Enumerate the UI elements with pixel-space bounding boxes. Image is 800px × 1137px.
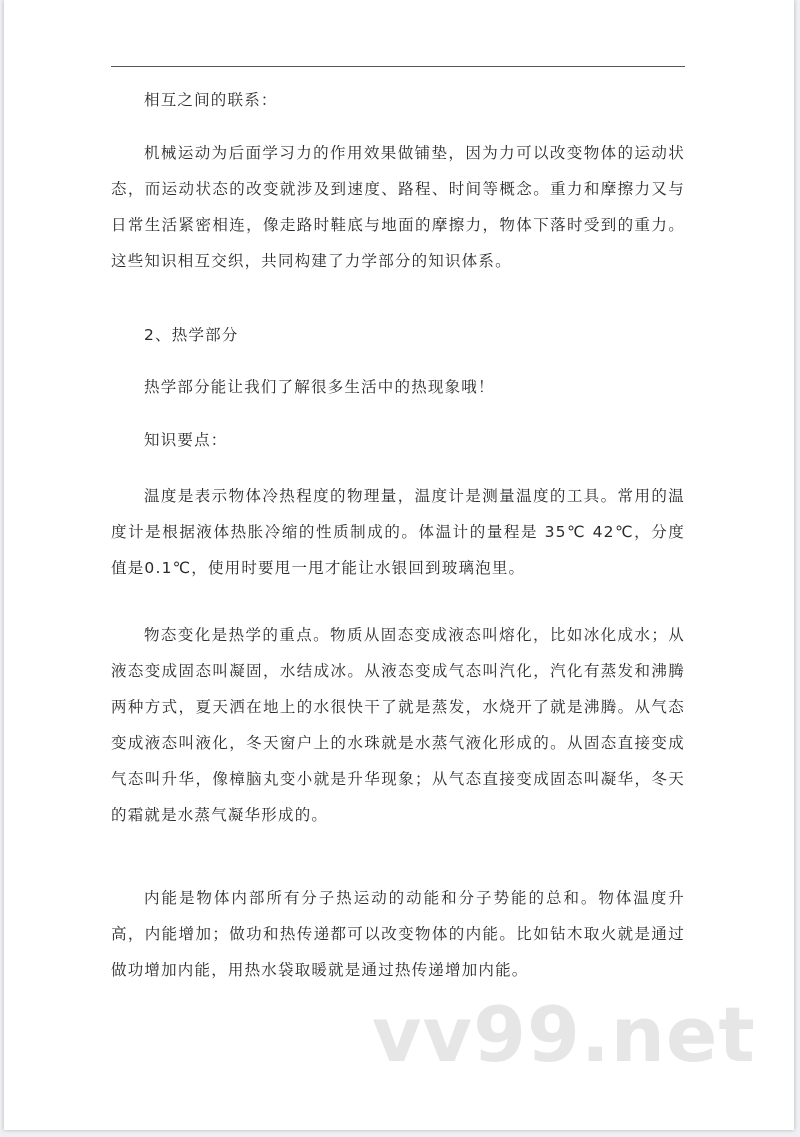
header-rule <box>111 66 685 67</box>
document-page <box>4 0 794 1130</box>
section-heading-thermal <box>111 317 685 353</box>
paragraph-internal-energy <box>111 880 685 988</box>
watermark: vv99.net <box>372 990 756 1079</box>
paragraph-thermal-intro <box>111 369 685 405</box>
paragraph-text: 物态变化是热学的重点。物质从固态变成液态叫熔化，比如冰化成水；从液态变成固态叫凝固，水结成冰。从液态变成气态叫汽化，汽化有蒸发和沸腾两种方式，夏天洒在地上的水很快干了就是蒸发，水烧开了就是沸腾。从气态变成液态叫液化，冬天窗户上的水珠就是水蒸气液化形成的。从固态直接变成气态叫升华，像樟脑丸变小就是升华现象；从气态直接变成固态叫凝华，冬天的霜就是水蒸气凝华形成的。 <box>111 626 685 824</box>
paragraph-text: 温度是表示物体冷热程度的物理量，温度计是测量温度的工具。常用的温度计是根据液体热胀冷缩的性质制成的。体温计的量程是 35℃ 42℃，分度值是0.1℃，使用时要甩一甩才能让水银回到玻璃泡里。 <box>111 487 685 577</box>
paragraph-text: 热学部分能让我们了解很多生活中的热现象哦！ <box>144 378 495 396</box>
paragraph-text: 相互之间的联系： <box>144 91 278 109</box>
paragraph-mechanics-relations <box>111 135 685 279</box>
paragraph-text: 内能是物体内部所有分子热运动的动能和分子势能的总和。物体温度升高，内能增加；做功和热传递都可以改变物体的内能。比如钻木取火就是通过做功增加内能，用热水袋取暖就是通过热传递增加内能。 <box>111 889 685 979</box>
paragraph-text: 知识要点： <box>144 431 228 449</box>
paragraph-key-points-label <box>111 422 685 458</box>
paragraph-text: 2、热学部分 <box>144 326 239 344</box>
paragraph-text: 机械运动为后面学习力的作用效果做铺垫，因为力可以改变物体的运动状态，而运动状态的改变就涉及到速度、路程、时间等概念。重力和摩擦力又与日常生活紧密相连，像走路时鞋底与地面的摩擦力，物体下落时受到的重力。这些知识相互交织，共同构建了力学部分的知识体系。 <box>111 144 685 270</box>
paragraph-temperature <box>111 478 685 586</box>
paragraph-state-changes <box>111 617 685 833</box>
paragraph-relations-heading <box>111 82 685 118</box>
